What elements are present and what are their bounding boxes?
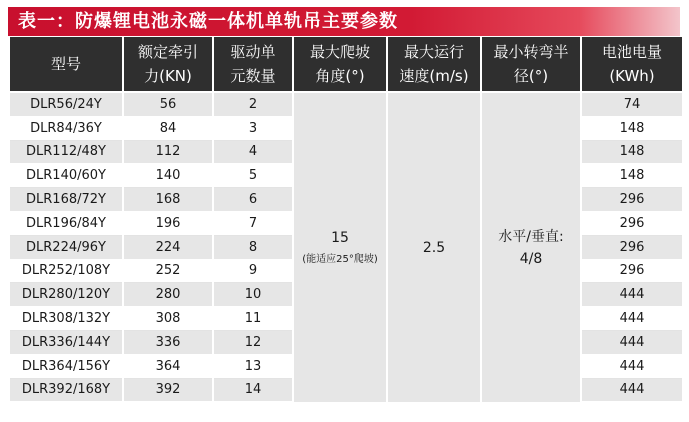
- cell-battery: 296: [582, 236, 682, 260]
- cell-drive-units: 7: [214, 212, 292, 236]
- cell-traction: 224: [124, 236, 212, 260]
- header-turn-radius: 最小转弯半 径(°): [482, 37, 580, 93]
- cell-drive-units: 9: [214, 260, 292, 284]
- cell-battery: 148: [582, 117, 682, 141]
- cell-model: DLR140/60Y: [10, 164, 122, 188]
- cell-model: DLR224/96Y: [10, 236, 122, 260]
- climb-note: (能适应25°爬坡): [302, 254, 378, 266]
- header-row: [10, 37, 682, 93]
- cell-drive-units: 8: [214, 236, 292, 260]
- cell-traction: 112: [124, 141, 212, 165]
- cell-model: DLR280/120Y: [10, 283, 122, 307]
- header-max-climb: 最大爬坡 角度(°): [294, 37, 386, 93]
- cell-battery: 444: [582, 331, 682, 355]
- table-title: 表一：防爆锂电池永磁一体机单轨吊主要参数: [18, 11, 398, 32]
- cell-battery: 148: [582, 164, 682, 188]
- header-battery: 电池电量 (KWh): [582, 37, 682, 93]
- table-title-bar: [8, 7, 680, 36]
- cell-drive-units: 4: [214, 141, 292, 165]
- cell-traction: 252: [124, 260, 212, 284]
- cell-drive-units: 6: [214, 188, 292, 212]
- cell-model: DLR308/132Y: [10, 307, 122, 331]
- cell-model: DLR56/24Y: [10, 93, 122, 117]
- cell-model: DLR112/48Y: [10, 141, 122, 165]
- cell-drive-units: 10: [214, 283, 292, 307]
- cell-model: DLR392/168Y: [10, 379, 122, 403]
- cell-drive-units: 12: [214, 331, 292, 355]
- cell-battery: 444: [582, 355, 682, 379]
- cell-battery: 444: [582, 283, 682, 307]
- turn-line-1: 水平/垂直:: [498, 228, 564, 245]
- cell-traction: 280: [124, 283, 212, 307]
- cell-traction: 364: [124, 355, 212, 379]
- header-traction: 额定牵引 力(KN): [124, 37, 212, 93]
- header-drive-units: 驱动单 元数量: [214, 37, 292, 93]
- cell-battery: 444: [582, 307, 682, 331]
- cell-traction: 56: [124, 93, 212, 117]
- cell-traction: 336: [124, 331, 212, 355]
- cell-battery: 296: [582, 212, 682, 236]
- cell-model: DLR168/72Y: [10, 188, 122, 212]
- cell-drive-units: 5: [214, 164, 292, 188]
- turn-line-2: 4/8: [519, 250, 543, 267]
- cell-model: DLR252/108Y: [10, 260, 122, 284]
- cell-traction: 140: [124, 164, 212, 188]
- parameters-table: [8, 37, 684, 402]
- climb-value: 15: [331, 230, 349, 247]
- cell-model: DLR364/156Y: [10, 355, 122, 379]
- cell-traction: 196: [124, 212, 212, 236]
- cell-traction: 168: [124, 188, 212, 212]
- cell-max-speed: 2.5: [388, 93, 480, 402]
- cell-turn-radius: [482, 93, 580, 402]
- cell-traction: 84: [124, 117, 212, 141]
- cell-battery: 74: [582, 93, 682, 117]
- cell-battery: 444: [582, 379, 682, 403]
- cell-drive-units: 13: [214, 355, 292, 379]
- cell-drive-units: 11: [214, 307, 292, 331]
- header-max-speed: 最大运行 速度(m/s): [388, 37, 480, 93]
- cell-drive-units: 3: [214, 117, 292, 141]
- table-row: [10, 93, 682, 117]
- cell-max-climb: [294, 93, 386, 402]
- cell-drive-units: 2: [214, 93, 292, 117]
- cell-traction: 392: [124, 379, 212, 403]
- cell-battery: 296: [582, 260, 682, 284]
- cell-traction: 308: [124, 307, 212, 331]
- cell-model: DLR84/36Y: [10, 117, 122, 141]
- cell-model: DLR336/144Y: [10, 331, 122, 355]
- cell-battery: 148: [582, 141, 682, 165]
- header-model: 型号: [10, 37, 122, 93]
- cell-model: DLR196/84Y: [10, 212, 122, 236]
- cell-battery: 296: [582, 188, 682, 212]
- cell-drive-units: 14: [214, 379, 292, 403]
